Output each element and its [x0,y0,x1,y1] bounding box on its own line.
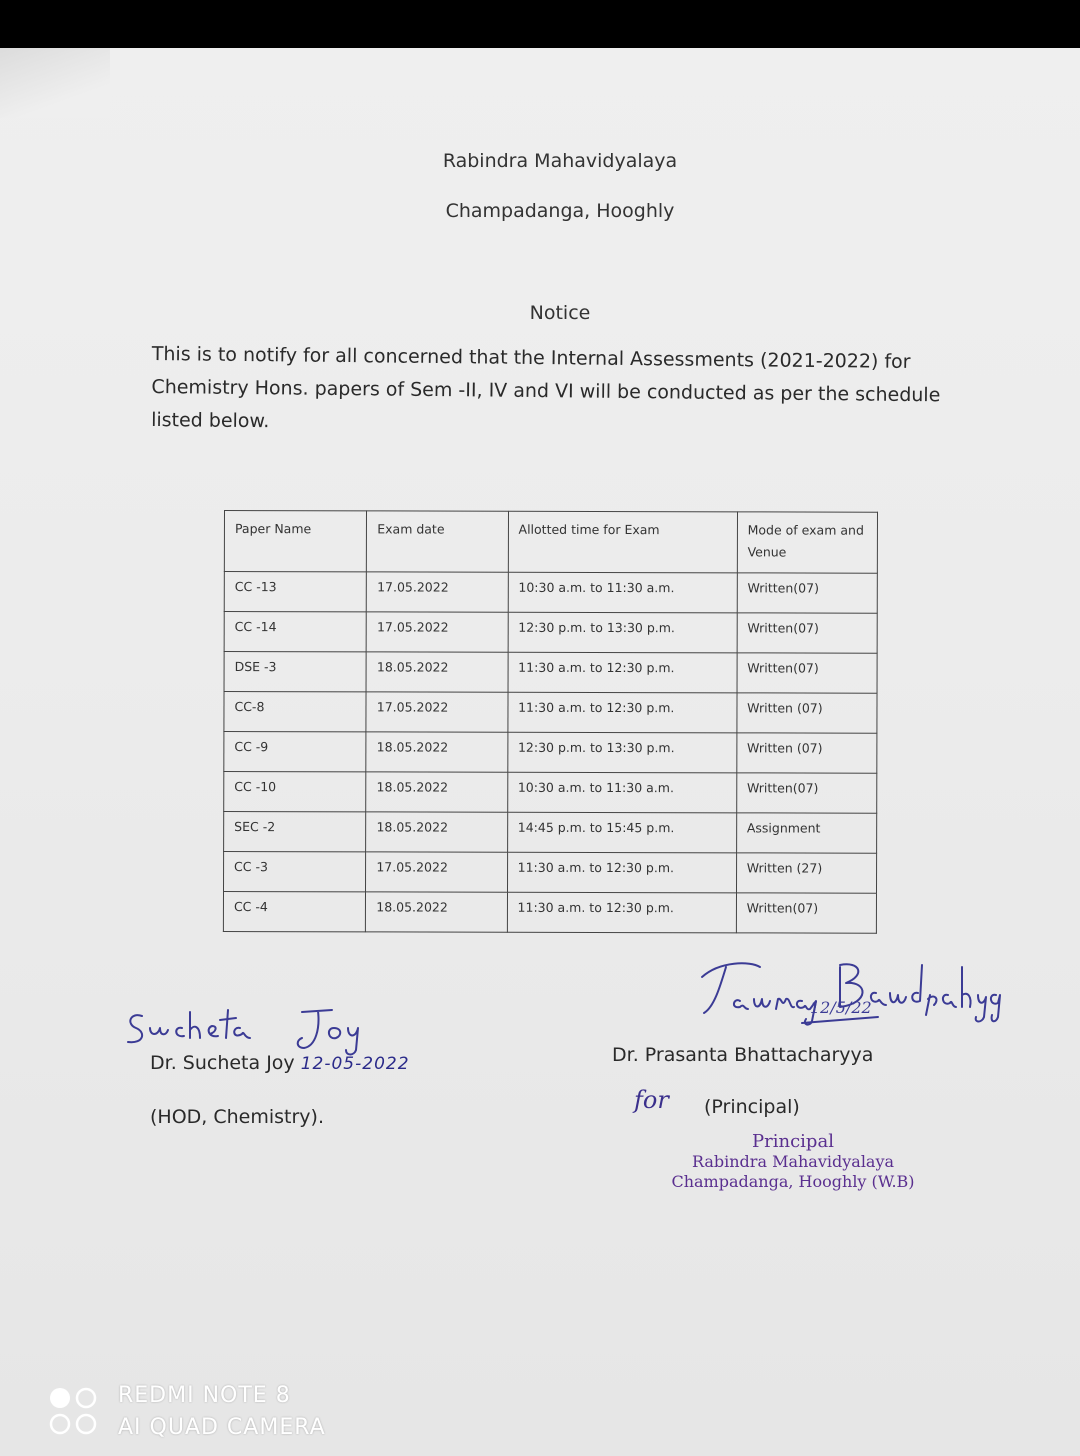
cell-allotted-time: 10:30 a.m. to 11:30 a.m. [508,572,737,613]
principal-name: Dr. Prasanta Bhattacharyya [612,1044,874,1066]
cell-allotted-time: 11:30 a.m. to 12:30 p.m. [507,892,736,933]
header-allotted-time: Allotted time for Exam [508,511,737,573]
cell-paper-name: CC -10 [224,772,366,812]
cell-paper-name: CC -14 [224,612,366,652]
cell-paper-name: CC -4 [223,892,365,932]
table-row [224,812,877,854]
cell-mode-venue: Written(07) [737,653,877,693]
paper-fold [0,48,110,118]
table-row [224,652,877,694]
cell-exam-date: 17.05.2022 [367,572,508,612]
cell-allotted-time: 11:30 a.m. to 12:30 p.m. [508,692,737,733]
table-row [224,572,877,614]
notice-body: This is to notify for all concerned that the Internal Assessments (2021-2022) for Chemistry Hons. papers of Sem -II, IV and VI will be conducted as per the schedule listed below. [151,342,941,433]
principal-role: (Principal) [704,1096,800,1118]
hod-signature [120,998,480,1058]
cell-mode-venue: Written(07) [737,613,877,653]
table-row [224,692,877,734]
for-mark: for [634,1086,669,1114]
cell-allotted-time: 11:30 a.m. to 12:30 p.m. [508,652,737,693]
college-address: Champadanga, Hooghly [445,200,675,222]
header-mode-venue: Mode of exam and Venue [737,512,877,573]
camera-logo-icon [46,1384,102,1440]
college-name: Rabindra Mahavidyalaya [442,150,678,172]
table-row [223,892,876,934]
stamp-line-title: Principal [752,1131,834,1152]
cell-exam-date: 18.05.2022 [366,892,507,932]
hod-name-line [150,1052,410,1074]
cell-exam-date: 17.05.2022 [366,612,507,652]
cell-paper-name: CC -9 [224,732,366,772]
camera-label: AI QUAD CAMERA [118,1415,326,1440]
cell-exam-date: 18.05.2022 [366,652,507,692]
cell-exam-date: 17.05.2022 [366,692,507,732]
cell-mode-venue: Written(07) [736,773,876,813]
cell-paper-name: SEC -2 [224,812,366,852]
cell-paper-name: CC -3 [224,852,366,892]
cell-allotted-time: 11:30 a.m. to 12:30 p.m. [507,852,736,893]
hod-date: 12-05-2022 [300,1054,410,1074]
cell-allotted-time: 14:45 p.m. to 15:45 p.m. [507,812,736,853]
cell-paper-name: CC-8 [224,692,366,732]
table-header-row [224,511,877,574]
cell-exam-date: 17.05.2022 [366,852,507,892]
principal-signature [690,953,1020,1043]
cell-exam-date: 18.05.2022 [366,732,507,772]
cell-mode-venue: Written (07) [737,693,877,733]
table-row [224,772,877,814]
cell-exam-date: 18.05.2022 [366,812,507,852]
cell-allotted-time: 12:30 p.m. to 13:30 p.m. [508,612,737,653]
exam-schedule-table [223,510,878,934]
cell-exam-date: 18.05.2022 [366,772,507,812]
cell-allotted-time: 12:30 p.m. to 13:30 p.m. [507,732,736,773]
hod-role: (HOD, Chemistry). [150,1106,325,1128]
cell-mode-venue: Written(07) [737,573,877,613]
cell-mode-venue: Written (27) [736,853,876,893]
table-row [224,732,877,774]
cell-paper-name: DSE -3 [224,652,366,692]
hod-name: Dr. Sucheta Joy [150,1052,295,1074]
camera-watermark-text [118,1380,326,1444]
cell-allotted-time: 10:30 a.m. to 11:30 a.m. [507,772,736,813]
table-row [224,612,877,654]
cell-paper-name: CC -13 [224,572,366,612]
cell-mode-venue: Written (07) [737,733,877,773]
cell-mode-venue: Assignment [736,813,876,853]
notice-document [0,48,1080,1456]
header-paper-name: Paper Name [224,511,366,572]
header-exam-date: Exam date [367,511,508,572]
principal-signature-date: 12/5/22 [810,998,872,1017]
stamp-line-address: Champadanga, Hooghly (W.B) [671,1172,915,1191]
principal-stamp [668,1132,918,1192]
cell-mode-venue: Written(07) [736,893,876,933]
camera-watermark [46,1380,366,1450]
table-row [224,852,877,894]
camera-model: REDMI NOTE 8 [118,1383,291,1408]
notice-title: Notice [529,302,591,324]
stamp-line-college: Rabindra Mahavidyalaya [691,1152,895,1171]
